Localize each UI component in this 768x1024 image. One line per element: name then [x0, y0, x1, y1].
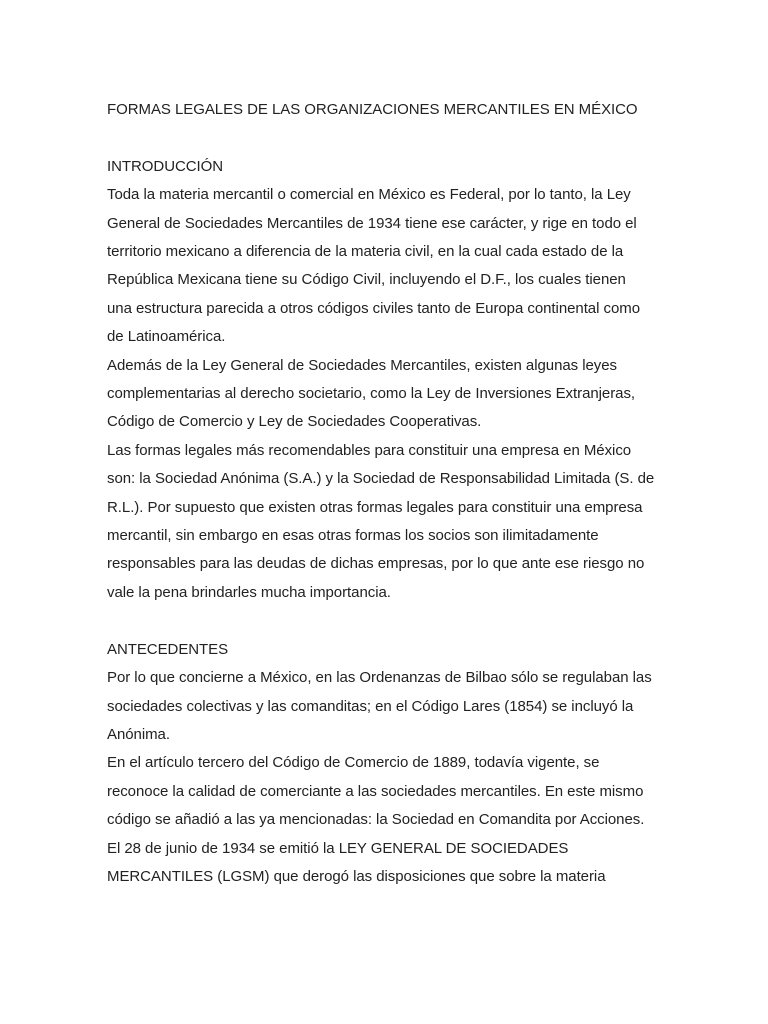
text-line: vale la pena brindarles mucha importancia. [107, 583, 391, 601]
paragraph [107, 749, 667, 834]
section-introduccion [107, 153, 667, 608]
text-line: código se añadió a las ya mencionadas: la Sociedad en Comandita por Acciones. [107, 811, 645, 829]
text-line: Las formas legales más recomendables para constituir una empresa en México [107, 441, 632, 459]
text-line: Código de Comercio y Ley de Sociedades Cooperativas. [107, 413, 482, 431]
text-line: General de Sociedades Mercantiles de 1934 tiene ese carácter, y rige en todo el [107, 214, 637, 232]
text-line: Además de la Ley General de Sociedades Mercantiles, existen algunas leyes [107, 356, 617, 374]
paragraph [107, 437, 667, 607]
text-line: R.L.). Por supuesto que existen otras formas legales para constituir una empresa [107, 498, 643, 516]
section-heading: ANTECEDENTES [107, 640, 229, 658]
spacer [107, 607, 667, 635]
text-line: de Latinoamérica. [107, 328, 226, 346]
section-heading: INTRODUCCIÓN [107, 157, 224, 175]
document-title: FORMAS LEGALES DE LAS ORGANIZACIONES MERCANTILES EN MÉXICO [107, 101, 638, 118]
text-line: sociedades colectivas y las comanditas; en el Código Lares (1854) se incluyó la [107, 697, 634, 715]
text-line: son: la Sociedad Anónima (S.A.) y la Sociedad de Responsabilidad Limitada (S. de [107, 470, 655, 488]
section-antecedentes [107, 636, 667, 892]
text-line: En el artículo tercero del Código de Comercio de 1889, todavía vigente, se [107, 754, 600, 772]
text-line: Toda la materia mercantil o comercial en México es Federal, por lo tanto, la Ley [107, 186, 631, 204]
text-line: Anónima. [107, 725, 170, 743]
text-line: territorio mexicano a diferencia de la materia civil, en la cual cada estado de la [107, 243, 624, 261]
text-line: El 28 de junio de 1934 se emitió la LEY GENERAL DE SOCIEDADES [107, 839, 569, 857]
text-line: República Mexicana tiene su Código Civil, incluyendo el D.F., los cuales tienen [107, 271, 626, 289]
spacer [107, 124, 667, 152]
paragraph [107, 664, 667, 749]
document-page [107, 96, 667, 891]
text-line: una estructura parecida a otros códigos civiles tanto de Europa continental como [107, 299, 640, 317]
text-line: mercantil, sin embargo en esas otras formas los socios son ilimitadamente [107, 527, 599, 545]
paragraph [107, 352, 667, 437]
text-line: Por lo que concierne a México, en las Ordenanzas de Bilbao sólo se regulaban las [107, 669, 652, 687]
text-line: MERCANTILES (LGSM) que derogó las disposiciones que sobre la materia [107, 867, 606, 885]
text-line: reconoce la calidad de comerciante a las sociedades mercantiles. En este mismo [107, 782, 644, 800]
paragraph [107, 835, 667, 892]
paragraph [107, 181, 667, 351]
text-line: complementarias al derecho societario, como la Ley de Inversiones Extranjeras, [107, 385, 636, 403]
text-line: responsables para las deudas de dichas empresas, por lo que ante ese riesgo no [107, 555, 645, 573]
